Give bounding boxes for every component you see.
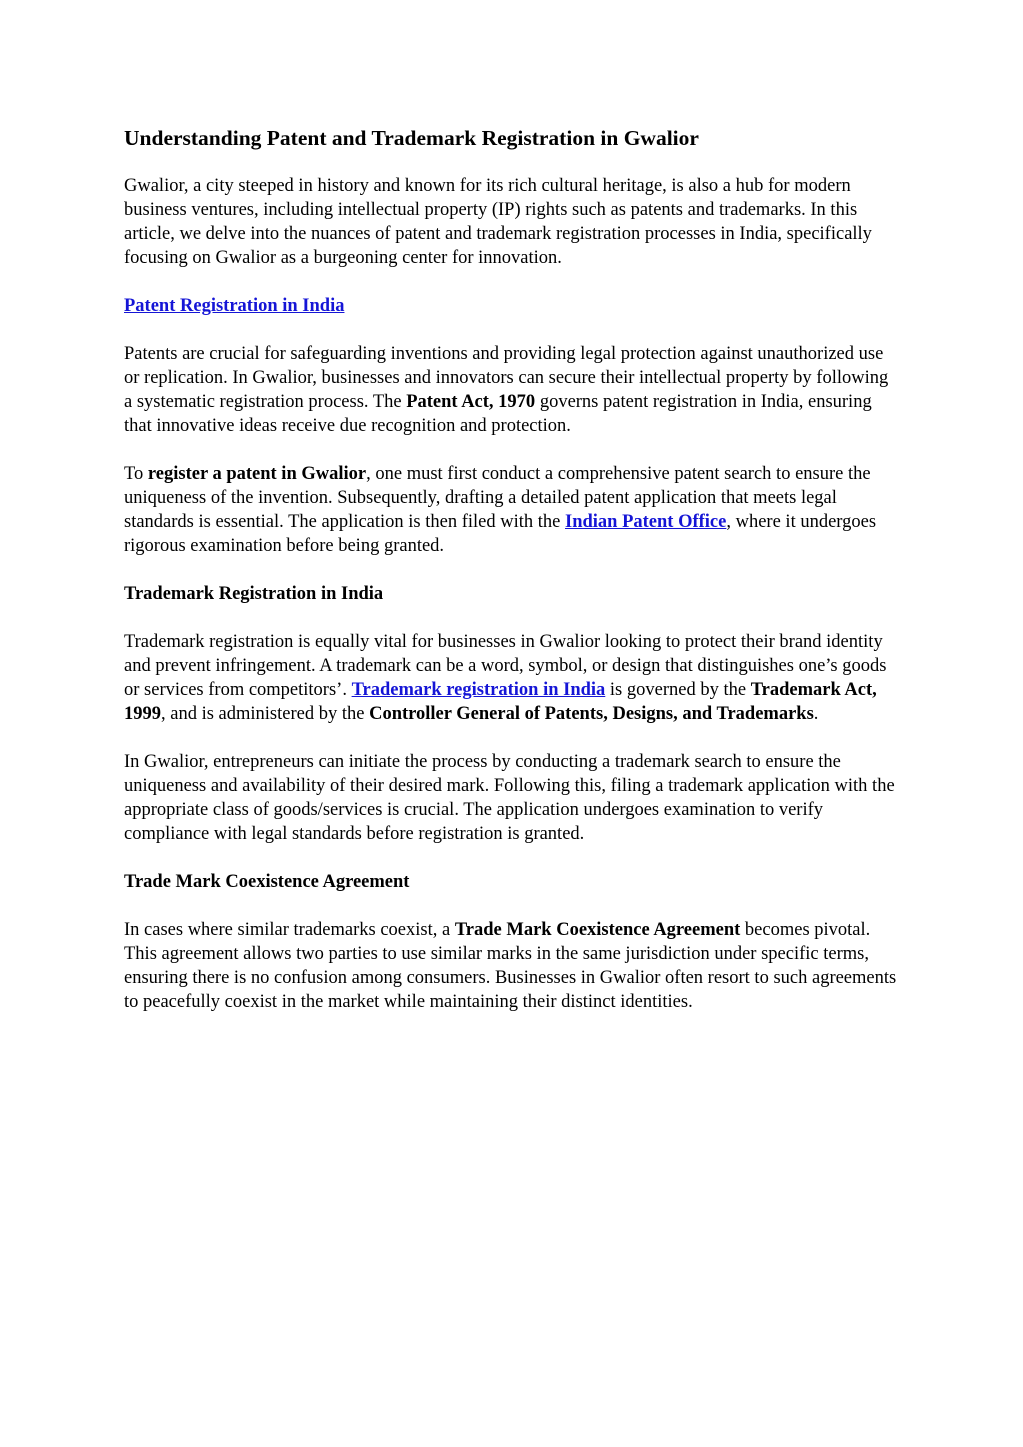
bold-register-patent: register a patent in Gwalior (147, 464, 367, 484)
indian-patent-office-link[interactable]: Indian Patent Office (565, 512, 727, 532)
bold-trademark-act: Trademark Act, 1999 (124, 680, 877, 724)
page-title: Understanding Patent and Trademark Registration in Gwalior (124, 126, 699, 150)
patent-paragraph-1 (124, 342, 899, 438)
patent-paragraph-2 (124, 462, 899, 558)
text-span: governs patent registration in India, ensuring that innovative ideas receive due recognition and protection. (124, 392, 872, 436)
trademark-paragraph-1 (124, 630, 899, 726)
bold-coexistence-agreement: Trade Mark Coexistence Agreement (454, 920, 741, 940)
text-span: is governed by the (605, 680, 751, 700)
text-span: Trademark registration is equally vital for businesses in Gwalior looking to protect their brand identity and prevent infringement. A trademark can be a word, symbol, or design that distinguishes one’s goods or services from competitors’. (124, 632, 887, 700)
trademark-registration-link[interactable]: Trademark registration in India (351, 680, 606, 700)
bold-controller-general: Controller General of Patents, Designs, and Trademarks (369, 704, 814, 724)
text-span: becomes pivotal. This agreement allows two parties to use similar marks in the same jurisdiction under specific terms, ensuring there is no confusion among consumers. Businesses in Gwalior often resort to such agreements to peacefully coexist in the market while maintaining their distinct identities. (124, 920, 897, 1012)
patent-registration-link[interactable]: Patent Registration in India (124, 296, 345, 316)
coexistence-heading: Trade Mark Coexistence Agreement (124, 872, 410, 892)
article-body (124, 124, 899, 1038)
text-span: Patents are crucial for safeguarding inventions and providing legal protection against unauthorized use or replication. In Gwalior, businesses and innovators can secure their intellectual property by following a systematic registration process. The (124, 344, 889, 412)
text-span: To (124, 464, 148, 484)
text-span: . (813, 704, 819, 724)
text-span: In cases where similar trademarks coexist, a (124, 920, 455, 940)
text-span: , and is administered by the (161, 704, 370, 724)
text-span: , where it undergoes rigorous examination before being granted. (124, 512, 877, 556)
patent-heading (124, 294, 899, 318)
text-span: , one must first conduct a comprehensive patent search to ensure the uniqueness of the invention. Subsequently, drafting a detailed patent application that meets legal standards is essential. The application is then filed with the (124, 464, 871, 532)
trademark-heading: Trademark Registration in India (124, 584, 384, 604)
bold-patent-act: Patent Act, 1970 (406, 392, 536, 412)
coexistence-paragraph (124, 918, 899, 1014)
trademark-paragraph-2: In Gwalior, entrepreneurs can initiate the process by conducting a trademark search to ensure the uniqueness and availability of their desired mark. Following this, filing a trademark application with the appropriate class of goods/services is crucial. The application undergoes examination to verify compliance with legal standards before registration is granted. (124, 752, 895, 844)
intro-paragraph: Gwalior, a city steeped in history and known for its rich cultural heritage, is also a hub for modern business ventures, including intellectual property (IP) rights such as patents and trademarks. In this article, we delve into the nuances of patent and trademark registration processes in India, specifically focusing on Gwalior as a burgeoning center for innovation. (124, 176, 872, 268)
